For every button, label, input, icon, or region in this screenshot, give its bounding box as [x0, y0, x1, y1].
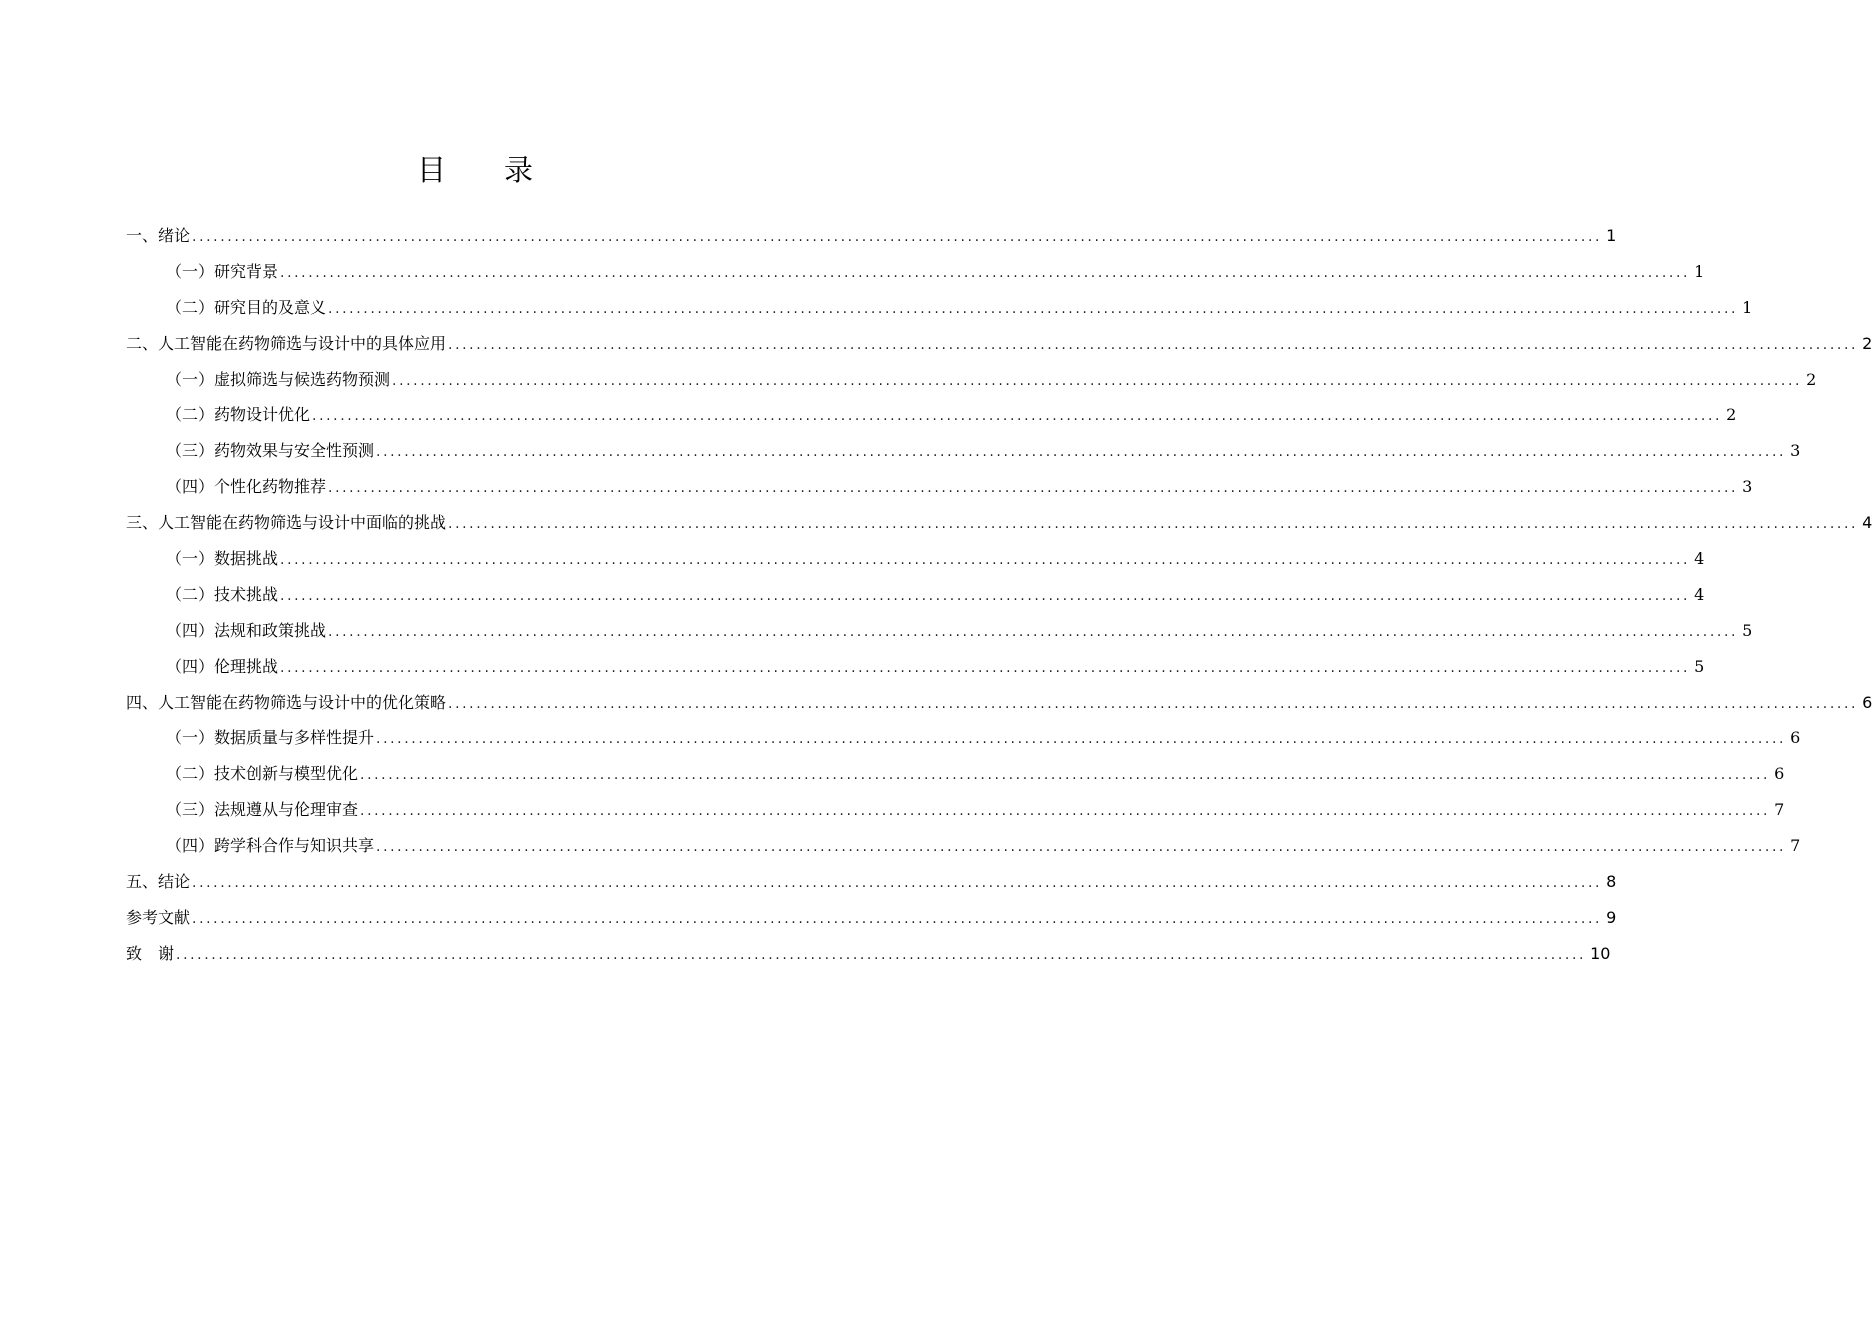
toc-entry-title: 五、结论 [126, 872, 191, 892]
toc-section-entry[interactable] [126, 433, 1801, 469]
toc-entry-title: 一、绪论 [126, 226, 191, 245]
toc-section-entry[interactable] [126, 756, 1785, 792]
toc-entry-title: 二、人工智能在药物筛选与设计中的具体应用 [126, 333, 447, 353]
toc-section-entry[interactable] [126, 649, 1705, 685]
toc-page-number: 2 [1806, 369, 1817, 389]
toc-section-entry[interactable] [126, 254, 1705, 290]
toc-chapter-entry[interactable] [126, 685, 1872, 721]
toc-dot-leader: ........................................................................................................................................................................................................ [392, 372, 1803, 389]
toc-dot-leader: ........................................................................................................................................................................................................ [280, 587, 1691, 604]
toc-page-number: 1 [1694, 261, 1705, 281]
toc-section-entry[interactable] [126, 541, 1705, 577]
toc-page-number: 4 [1694, 549, 1705, 569]
toc-dot-leader: ........................................................................................................................................................................................................ [360, 803, 1771, 820]
toc-page-number: 6 [1774, 764, 1785, 784]
toc-dot-leader: ........................................................................................................................................................................................................ [192, 875, 1603, 892]
toc-section-entry[interactable] [126, 397, 1737, 433]
toc-page-number: 2 [1726, 405, 1737, 425]
toc-page-number: 2 [1862, 333, 1872, 353]
toc-chapter-entry[interactable] [126, 218, 1617, 254]
toc-entry-title: （四）个性化药物推荐 [166, 477, 327, 497]
toc-section-entry[interactable] [126, 792, 1785, 828]
toc-dot-leader: ........................................................................................................................................................................................................ [192, 229, 1603, 245]
toc-chapter-entry[interactable] [126, 936, 1611, 972]
toc-entry-title: 致 谢 [126, 943, 175, 963]
toc-chapter-entry[interactable] [126, 864, 1617, 900]
toc-section-entry[interactable] [126, 290, 1753, 326]
toc-dot-leader: ........................................................................................................................................................................................................ [448, 336, 1859, 353]
toc-entry-title: （二）药物设计优化 [166, 405, 311, 425]
toc-dot-leader: ........................................................................................................................................................................................................ [360, 767, 1771, 784]
toc-entry-title: （四）伦理挑战 [166, 656, 279, 676]
toc-section-entry[interactable] [126, 577, 1705, 613]
toc-page-number: 3 [1742, 477, 1753, 497]
toc-section-entry[interactable] [126, 720, 1801, 756]
toc-chapter-entry[interactable] [126, 900, 1617, 936]
toc-dot-leader: ........................................................................................................................................................................................................ [376, 839, 1787, 856]
toc-dot-leader: ........................................................................................................................................................................................................ [192, 910, 1603, 927]
toc-dot-leader: ........................................................................................................................................................................................................ [280, 264, 1691, 281]
toc-page-number: 4 [1862, 513, 1872, 533]
toc-page-number: 1 [1742, 297, 1753, 317]
toc-entry-title: （三）药物效果与安全性预测 [166, 441, 375, 461]
toc-entry-title: 参考文献 [126, 907, 191, 927]
toc-page-number: 5 [1694, 656, 1705, 676]
table-of-contents [126, 218, 1872, 972]
page-title: 目 录 [416, 153, 533, 187]
toc-dot-leader: ........................................................................................................................................................................................................ [328, 480, 1739, 497]
toc-section-entry[interactable] [126, 828, 1801, 864]
toc-dot-leader: ........................................................................................................................................................................................................ [448, 695, 1859, 712]
toc-section-entry[interactable] [126, 362, 1817, 398]
toc-entry-title: （一）数据质量与多样性提升 [166, 728, 375, 748]
toc-entry-title: （四）跨学科合作与知识共享 [166, 836, 375, 856]
toc-page-number: 8 [1606, 872, 1617, 892]
toc-page-number: 9 [1606, 907, 1617, 927]
toc-entry-title: （一）研究背景 [166, 261, 279, 281]
toc-entry-title: （一）数据挑战 [166, 549, 279, 569]
toc-dot-leader: ........................................................................................................................................................................................................ [280, 659, 1691, 676]
toc-page-number: 10 [1590, 943, 1611, 963]
toc-entry-title: 四、人工智能在药物筛选与设计中的优化策略 [126, 692, 447, 712]
toc-chapter-entry[interactable] [126, 326, 1872, 362]
toc-entry-title: 三、人工智能在药物筛选与设计中面临的挑战 [126, 513, 447, 533]
toc-page-number: 4 [1694, 584, 1705, 604]
toc-dot-leader: ........................................................................................................................................................................................................ [312, 408, 1723, 425]
toc-entry-title: （一）虚拟筛选与候选药物预测 [166, 369, 391, 389]
toc-chapter-entry[interactable] [126, 505, 1872, 541]
toc-dot-leader: ........................................................................................................................................................................................................ [176, 946, 1587, 963]
toc-dot-leader: ........................................................................................................................................................................................................ [280, 552, 1691, 569]
toc-entry-title: （四）法规和政策挑战 [166, 620, 327, 640]
toc-section-entry[interactable] [126, 469, 1753, 505]
toc-entry-title: （二）技术创新与模型优化 [166, 764, 359, 784]
toc-page-number: 7 [1774, 800, 1785, 820]
toc-dot-leader: ........................................................................................................................................................................................................ [328, 300, 1739, 317]
toc-entry-title: （二）研究目的及意义 [166, 297, 327, 317]
toc-page-number: 3 [1790, 441, 1801, 461]
toc-page-number: 6 [1862, 692, 1872, 712]
toc-dot-leader: ........................................................................................................................................................................................................ [376, 444, 1787, 461]
toc-entry-title: （二）技术挑战 [166, 584, 279, 604]
toc-page-number: 1 [1606, 226, 1617, 245]
toc-dot-leader: ........................................................................................................................................................................................................ [448, 516, 1859, 533]
toc-dot-leader: ........................................................................................................................................................................................................ [328, 623, 1739, 640]
toc-page-number: 5 [1742, 620, 1753, 640]
toc-page-number: 7 [1790, 836, 1801, 856]
toc-page-number: 6 [1790, 728, 1801, 748]
toc-entry-title: （三）法规遵从与伦理审查 [166, 800, 359, 820]
toc-section-entry[interactable] [126, 613, 1753, 649]
toc-dot-leader: ........................................................................................................................................................................................................ [376, 731, 1787, 748]
